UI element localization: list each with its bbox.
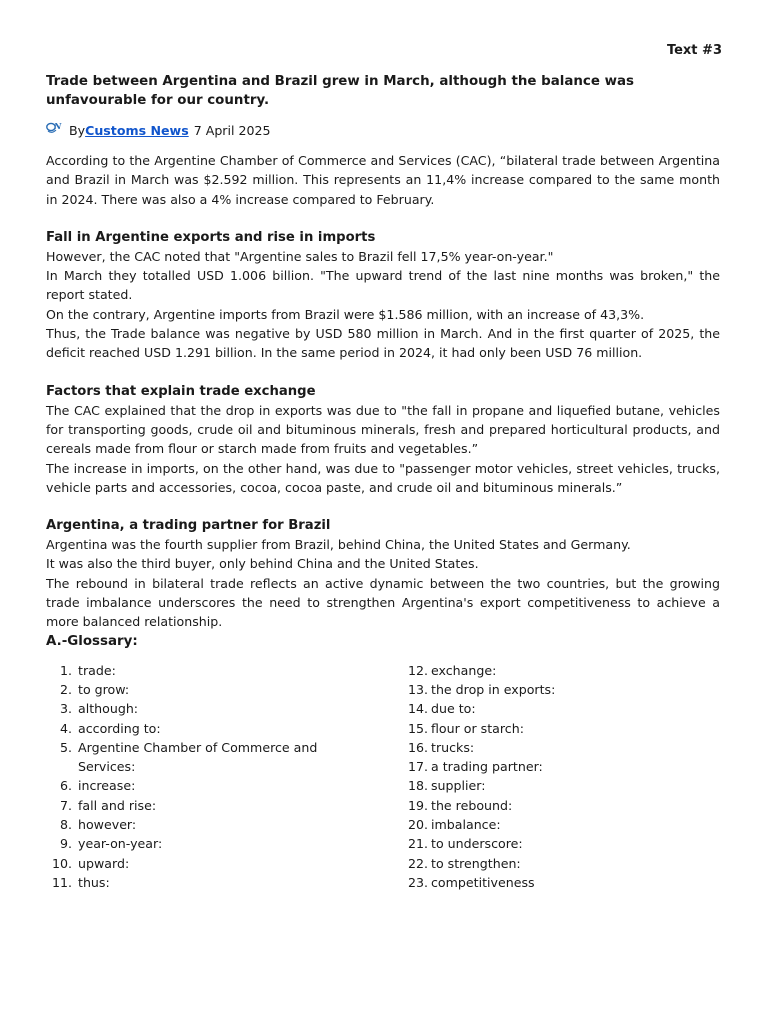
svg-text:N: N [54,120,62,131]
glossary-item-number: 1. [59,662,72,678]
paragraph: The increase in imports, on the other hand, was due to "passenger motor vehicles, street vehicles, trucks, vehicle parts and accessories, cocoa, cocoa paste, and crude oil and bituminous minerals.” [46,460,720,495]
glossary-item-number: 17. [407,759,428,775]
paragraph: The rebound in bilateral trade reflects an active dynamic between the two countries, but the growing trade imbalance underscores the need to strengthen Argentina's export competitiveness to achieve a more balanced relationship. [46,575,720,630]
glossary-item-number: 14. [407,701,428,717]
paragraph: On the contrary, Argentine imports from Brazil were $1.586 million, with an increase of 43,3%. [46,306,645,322]
glossary-item-term: a trading partner: [431,759,543,775]
glossary-item-number: 3. [59,701,72,717]
glossary-list [46,661,720,893]
paragraph: Thus, the Trade balance was negative by USD 580 million in March. And in the first quarter of 2025, the deficit reached USD 1.291 billion. In the same period in 2024, it had only been USD 76 million. [46,326,720,361]
glossary-item [46,738,406,777]
glossary-item-number: 18. [407,778,428,794]
glossary-item [46,796,406,815]
paragraph: It was also the third buyer, only behind China and the United States. [46,556,479,572]
article-title: Trade between Argentina and Brazil grew in March, although the balance was unfavourable for our country. [46,74,634,108]
glossary-item-term: exchange: [431,662,497,678]
glossary-item [406,661,681,680]
byline-by: By [69,123,86,138]
glossary-item-term: Argentine Chamber of Commerce and Services: [78,739,318,775]
glossary-item-number: 23. [407,874,428,890]
spacer [46,497,720,516]
glossary-item [406,757,681,776]
section-heading-partner: Argentina, a trading partner for Brazil [46,518,331,534]
glossary-item-number: 19. [407,797,428,813]
glossary-item-term: flour or starch: [431,720,524,736]
glossary-item-term: although: [78,701,139,717]
glossary-item [406,834,681,853]
glossary-item [46,661,406,680]
paragraph: The CAC explained that the drop in exports was due to "the fall in propane and liquefied butane, vehicles for transporting goods, crude oil and bituminous minerals, fresh and prepared horticultural products, and cereals made from flour or starch made from fruits and vegetables.” [46,402,720,457]
glossary-item-number: 21. [407,836,428,852]
paragraph: However, the CAC noted that "Argentine sales to Brazil fell 17,5% year-on-year." [46,248,554,264]
section-heading-factors: Factors that explain trade exchange [46,383,316,399]
glossary-item-term: thus: [78,874,110,890]
glossary-item-number: 8. [59,817,72,833]
glossary-item-term: upward: [78,855,130,871]
glossary-item-number: 15. [407,720,428,736]
glossary-item [406,796,681,815]
glossary-item [46,815,406,834]
glossary-item-term: due to: [431,701,476,717]
glossary-item-term: trade: [78,662,116,678]
source-link[interactable]: Customs News [85,123,189,138]
paragraph: In March they totalled USD 1.006 billion. "The upward trend of the last nine months was broken," the report stated. [46,268,720,303]
glossary-item-number: 12. [407,662,428,678]
glossary-item [406,815,681,834]
glossary-item [46,699,406,718]
paragraph: Argentina was the fourth supplier from Brazil, behind China, the United States and Germany. [46,537,631,553]
glossary-item-term: the drop in exports: [431,681,556,697]
glossary-item-term: to grow: [78,681,130,697]
byline [46,122,720,139]
glossary-item [46,873,406,892]
glossary-item-number: 5. [59,739,72,755]
spacer [46,209,720,228]
spacer [46,363,720,382]
glossary-item-term: according to: [78,720,161,736]
glossary-item-term: imbalance: [431,817,501,833]
glossary-item-number: 2. [59,681,72,697]
glossary-item-number: 9. [59,836,72,852]
glossary-item [46,854,406,873]
glossary-column-left [46,661,406,893]
glossary-item-term: increase: [78,778,136,794]
glossary-item-term: trucks: [431,739,475,755]
glossary-item-number: 20. [407,817,428,833]
glossary-item-number: 22. [407,855,428,871]
glossary-item [406,719,681,738]
glossary-item-term: competitiveness [431,874,535,890]
glossary-item [406,776,681,795]
glossary-item-term: fall and rise: [78,797,157,813]
glossary-item-term: to underscore: [431,836,523,852]
glossary-item [406,699,681,718]
glossary-title: A.-Glossary: [46,633,138,649]
glossary-item [46,680,406,699]
article [46,72,720,892]
glossary-item-term: year-on-year: [78,836,163,852]
glossary-item [46,719,406,738]
glossary-item-term: however: [78,817,137,833]
glossary-item-term: supplier: [431,778,486,794]
glossary-item-number: 10. [51,855,72,871]
glossary-item [406,854,681,873]
glossary-item-term: the rebound: [431,797,513,813]
glossary-item [406,738,681,757]
glossary-item [406,873,681,892]
publish-date: 7 April 2025 [193,123,271,138]
glossary-column-right [406,661,681,893]
glossary-item [46,834,406,853]
intro-paragraph: According to the Argentine Chamber of Commerce and Services (CAC), “bilateral trade between Argentina and Brazil in March was $2.592 million. This represents an 11,4% increase compared to the same month in 2024. There was also a 4% increase compared to February. [46,153,720,207]
text-number: Text #3 [666,43,722,58]
section-heading-exports: Fall in Argentine exports and rise in imports [46,229,376,245]
customs-news-logo-icon [46,121,67,135]
glossary-item-number: 13. [407,681,428,697]
glossary-item-term: to strengthen: [431,855,521,871]
glossary-item-number: 6. [59,778,72,794]
glossary-item-number: 4. [59,720,72,736]
glossary-item-number: 11. [51,874,72,890]
glossary-item [406,680,681,699]
glossary-item-number: 16. [407,739,428,755]
glossary-item [46,776,406,795]
glossary-item-number: 7. [59,797,72,813]
